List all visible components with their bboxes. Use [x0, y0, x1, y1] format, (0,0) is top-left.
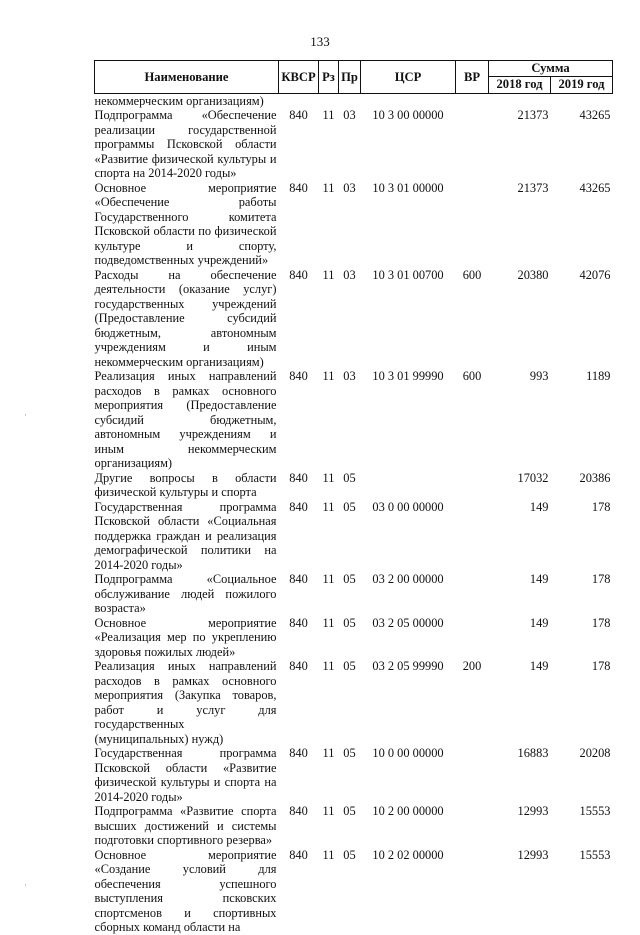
table-row — [95, 181, 613, 268]
cell-csr: 03 0 00 00000 — [372, 499, 444, 514]
cell-kvsr: 840 — [289, 659, 308, 673]
cell-csr: 10 3 00 00000 — [372, 108, 444, 122]
table-row — [95, 616, 613, 660]
cell-rz: 11 — [322, 659, 335, 673]
cell-name: Реализация иных направлений расходов в рамках основного мероприятия (Предоставление субсидий бюджетным, автономным учреждениям и иным некоммерческим организациям) — [94, 369, 277, 470]
header-kvsr: КВСР — [279, 61, 319, 94]
cell-y2018: 12993 — [517, 804, 549, 818]
cell-y2019: 15553 — [579, 847, 611, 862]
cell-kvsr: 840 — [289, 267, 308, 282]
cell-name: Подпрограмма «Обеспечение реализации государственной программы Псковской области «Развитие физической культуры и спорта на 2014-2020 годы» — [94, 108, 277, 180]
budget-table — [94, 60, 613, 935]
cell-vr: 600 — [462, 267, 482, 282]
cell-y2019: 20386 — [579, 470, 611, 485]
cell-y2019: 43265 — [579, 108, 611, 122]
cell-y2019: 178 — [591, 615, 611, 630]
cell-pr: 05 — [343, 470, 356, 485]
cell-rz: 11 — [322, 108, 335, 122]
cell-csr — [361, 471, 456, 500]
cell-rz: 11 — [322, 746, 335, 760]
cell-y2018: 149 — [529, 572, 549, 586]
cell-name: Основное мероприятие «Обеспечение работы Государственного комитета Псковской области по физической культуре и спорту, подведомственных учреждений» — [94, 180, 277, 267]
cell-kvsr: 840 — [289, 108, 308, 122]
cell-y2018: 149 — [529, 615, 549, 630]
cell-vr — [456, 108, 489, 181]
cell-rz: 11 — [322, 615, 335, 630]
cell-pr: 05 — [343, 804, 356, 818]
cell-y2019: 178 — [591, 499, 611, 514]
cell-pr: 05 — [343, 746, 356, 760]
cell-kvsr: 840 — [289, 572, 308, 586]
cell-vr — [456, 572, 489, 616]
header-2018: 2018 год — [489, 76, 551, 93]
cell-y2018: 21373 — [517, 108, 549, 122]
page-number: 133 — [310, 34, 330, 49]
table-row — [95, 659, 613, 746]
cell-vr: 600 — [462, 369, 482, 383]
cell-rz: 11 — [322, 572, 335, 586]
cell-csr: 10 3 01 00000 — [372, 180, 444, 195]
table-row — [95, 93, 613, 108]
cell-y2019: 15553 — [579, 804, 611, 818]
cell-pr — [339, 93, 361, 108]
cell-name: Государственная программа Псковской области «Социальная поддержка граждан и реализация демографической политики на 2014-2020 годы» — [94, 499, 277, 572]
table-row — [95, 369, 613, 471]
header-rz: Рз — [319, 61, 339, 94]
cell-csr: 10 2 02 00000 — [372, 847, 444, 862]
cell-pr: 03 — [343, 108, 356, 122]
cell-vr — [456, 746, 489, 804]
cell-pr: 03 — [343, 369, 356, 383]
header-sum: Сумма — [489, 61, 613, 77]
cell-kvsr: 840 — [289, 804, 308, 818]
cell-vr — [456, 848, 489, 935]
cell-rz: 11 — [322, 180, 335, 195]
scan-mark: · — [24, 410, 27, 420]
cell-y2018: 17032 — [517, 470, 549, 485]
table-row — [95, 500, 613, 573]
cell-name: Основное мероприятие «Создание условий для обеспечения успешного выступления псковских спортсменов и спортивных сборных команд области на — [94, 847, 277, 934]
cell-kvsr — [279, 93, 319, 108]
table-row — [95, 268, 613, 370]
header-csr: ЦСР — [361, 61, 456, 94]
cell-name: Государственная программа Псковской области «Развитие физической культуры и спорта на 2014-2020 годы» — [94, 746, 277, 804]
table-row — [95, 572, 613, 616]
cell-y2019: 43265 — [579, 180, 611, 195]
cell-pr: 03 — [343, 267, 356, 282]
cell-vr — [456, 471, 489, 500]
cell-vr — [456, 616, 489, 660]
cell-y2018: 20380 — [517, 267, 549, 282]
cell-y2018 — [489, 93, 551, 108]
cell-vr — [456, 500, 489, 573]
cell-csr: 10 2 00 00000 — [372, 804, 444, 818]
cell-kvsr: 840 — [289, 746, 308, 760]
table-row — [95, 804, 613, 848]
cell-rz: 11 — [322, 470, 335, 485]
cell-y2019: 20208 — [579, 746, 611, 760]
cell-name: Расходы на обеспечение деятельности (оказание услуг) государственных учреждений (Предоставление субсидий бюджетным, автономным учреждениям и иным некоммерческим организациям) — [94, 267, 277, 369]
cell-csr: 03 2 05 99990 — [372, 659, 444, 673]
cell-kvsr: 840 — [289, 499, 308, 514]
cell-name: Подпрограмма «Социальное обслуживание людей пожилого возраста» — [94, 572, 277, 615]
cell-csr: 10 0 00 00000 — [372, 746, 444, 760]
cell-pr: 05 — [343, 847, 356, 862]
cell-csr: 03 2 00 00000 — [372, 572, 444, 586]
cell-vr — [456, 93, 489, 108]
cell-vr — [456, 181, 489, 268]
cell-pr: 05 — [343, 499, 356, 514]
cell-rz: 11 — [322, 499, 335, 514]
cell-pr: 05 — [343, 615, 356, 630]
cell-csr: 10 3 01 00700 — [372, 267, 444, 282]
table-row — [95, 848, 613, 935]
cell-y2019: 178 — [591, 572, 611, 586]
cell-y2019: 1189 — [586, 369, 611, 383]
header-2019: 2019 год — [551, 76, 613, 93]
cell-kvsr: 840 — [289, 180, 308, 195]
header-name: Наименование — [95, 61, 279, 94]
cell-name: Основное мероприятие «Реализация мер по укреплению здоровья пожилых людей» — [94, 615, 277, 659]
cell-y2019: 42076 — [579, 267, 611, 282]
cell-name: некоммерческим организациям) — [94, 93, 264, 108]
cell-csr — [361, 93, 456, 108]
cell-y2018: 149 — [529, 659, 549, 673]
cell-name: Другие вопросы в области физической культуры и спорта — [94, 470, 277, 499]
cell-y2018: 16883 — [517, 746, 549, 760]
cell-kvsr: 840 — [289, 615, 308, 630]
cell-csr: 03 2 05 00000 — [372, 615, 444, 630]
cell-kvsr: 840 — [289, 369, 308, 383]
header-vr: ВР — [456, 61, 489, 94]
cell-rz: 11 — [322, 847, 335, 862]
cell-rz: 11 — [322, 267, 335, 282]
table-row — [95, 746, 613, 804]
cell-rz: 11 — [322, 369, 335, 383]
cell-rz — [319, 93, 339, 108]
cell-y2018: 12993 — [517, 847, 549, 862]
cell-vr — [456, 804, 489, 848]
table-row — [95, 108, 613, 181]
cell-y2019 — [551, 93, 613, 108]
cell-kvsr: 840 — [289, 847, 308, 862]
cell-name: Реализация иных направлений расходов в рамках основного мероприятия (Закупка товаров, работ и услуг для государственных (муниципальных) нужд) — [94, 659, 277, 746]
cell-y2018: 993 — [529, 369, 549, 383]
cell-kvsr: 840 — [289, 470, 308, 485]
table-header — [95, 61, 613, 94]
cell-y2019: 178 — [591, 659, 611, 673]
cell-name: Подпрограмма «Развитие спорта высших достижений и системы подготовки спортивного резерва» — [94, 804, 277, 847]
scan-mark: · — [24, 880, 27, 890]
cell-csr: 10 3 01 99990 — [372, 369, 444, 383]
cell-pr: 05 — [343, 572, 356, 586]
header-pr: Пр — [339, 61, 361, 94]
table-body — [95, 93, 613, 935]
cell-pr: 05 — [343, 659, 356, 673]
cell-pr: 03 — [343, 180, 356, 195]
cell-y2018: 21373 — [517, 180, 549, 195]
cell-vr: 200 — [462, 659, 482, 673]
cell-rz: 11 — [322, 804, 335, 818]
cell-y2018: 149 — [529, 499, 549, 514]
table-row — [95, 471, 613, 500]
